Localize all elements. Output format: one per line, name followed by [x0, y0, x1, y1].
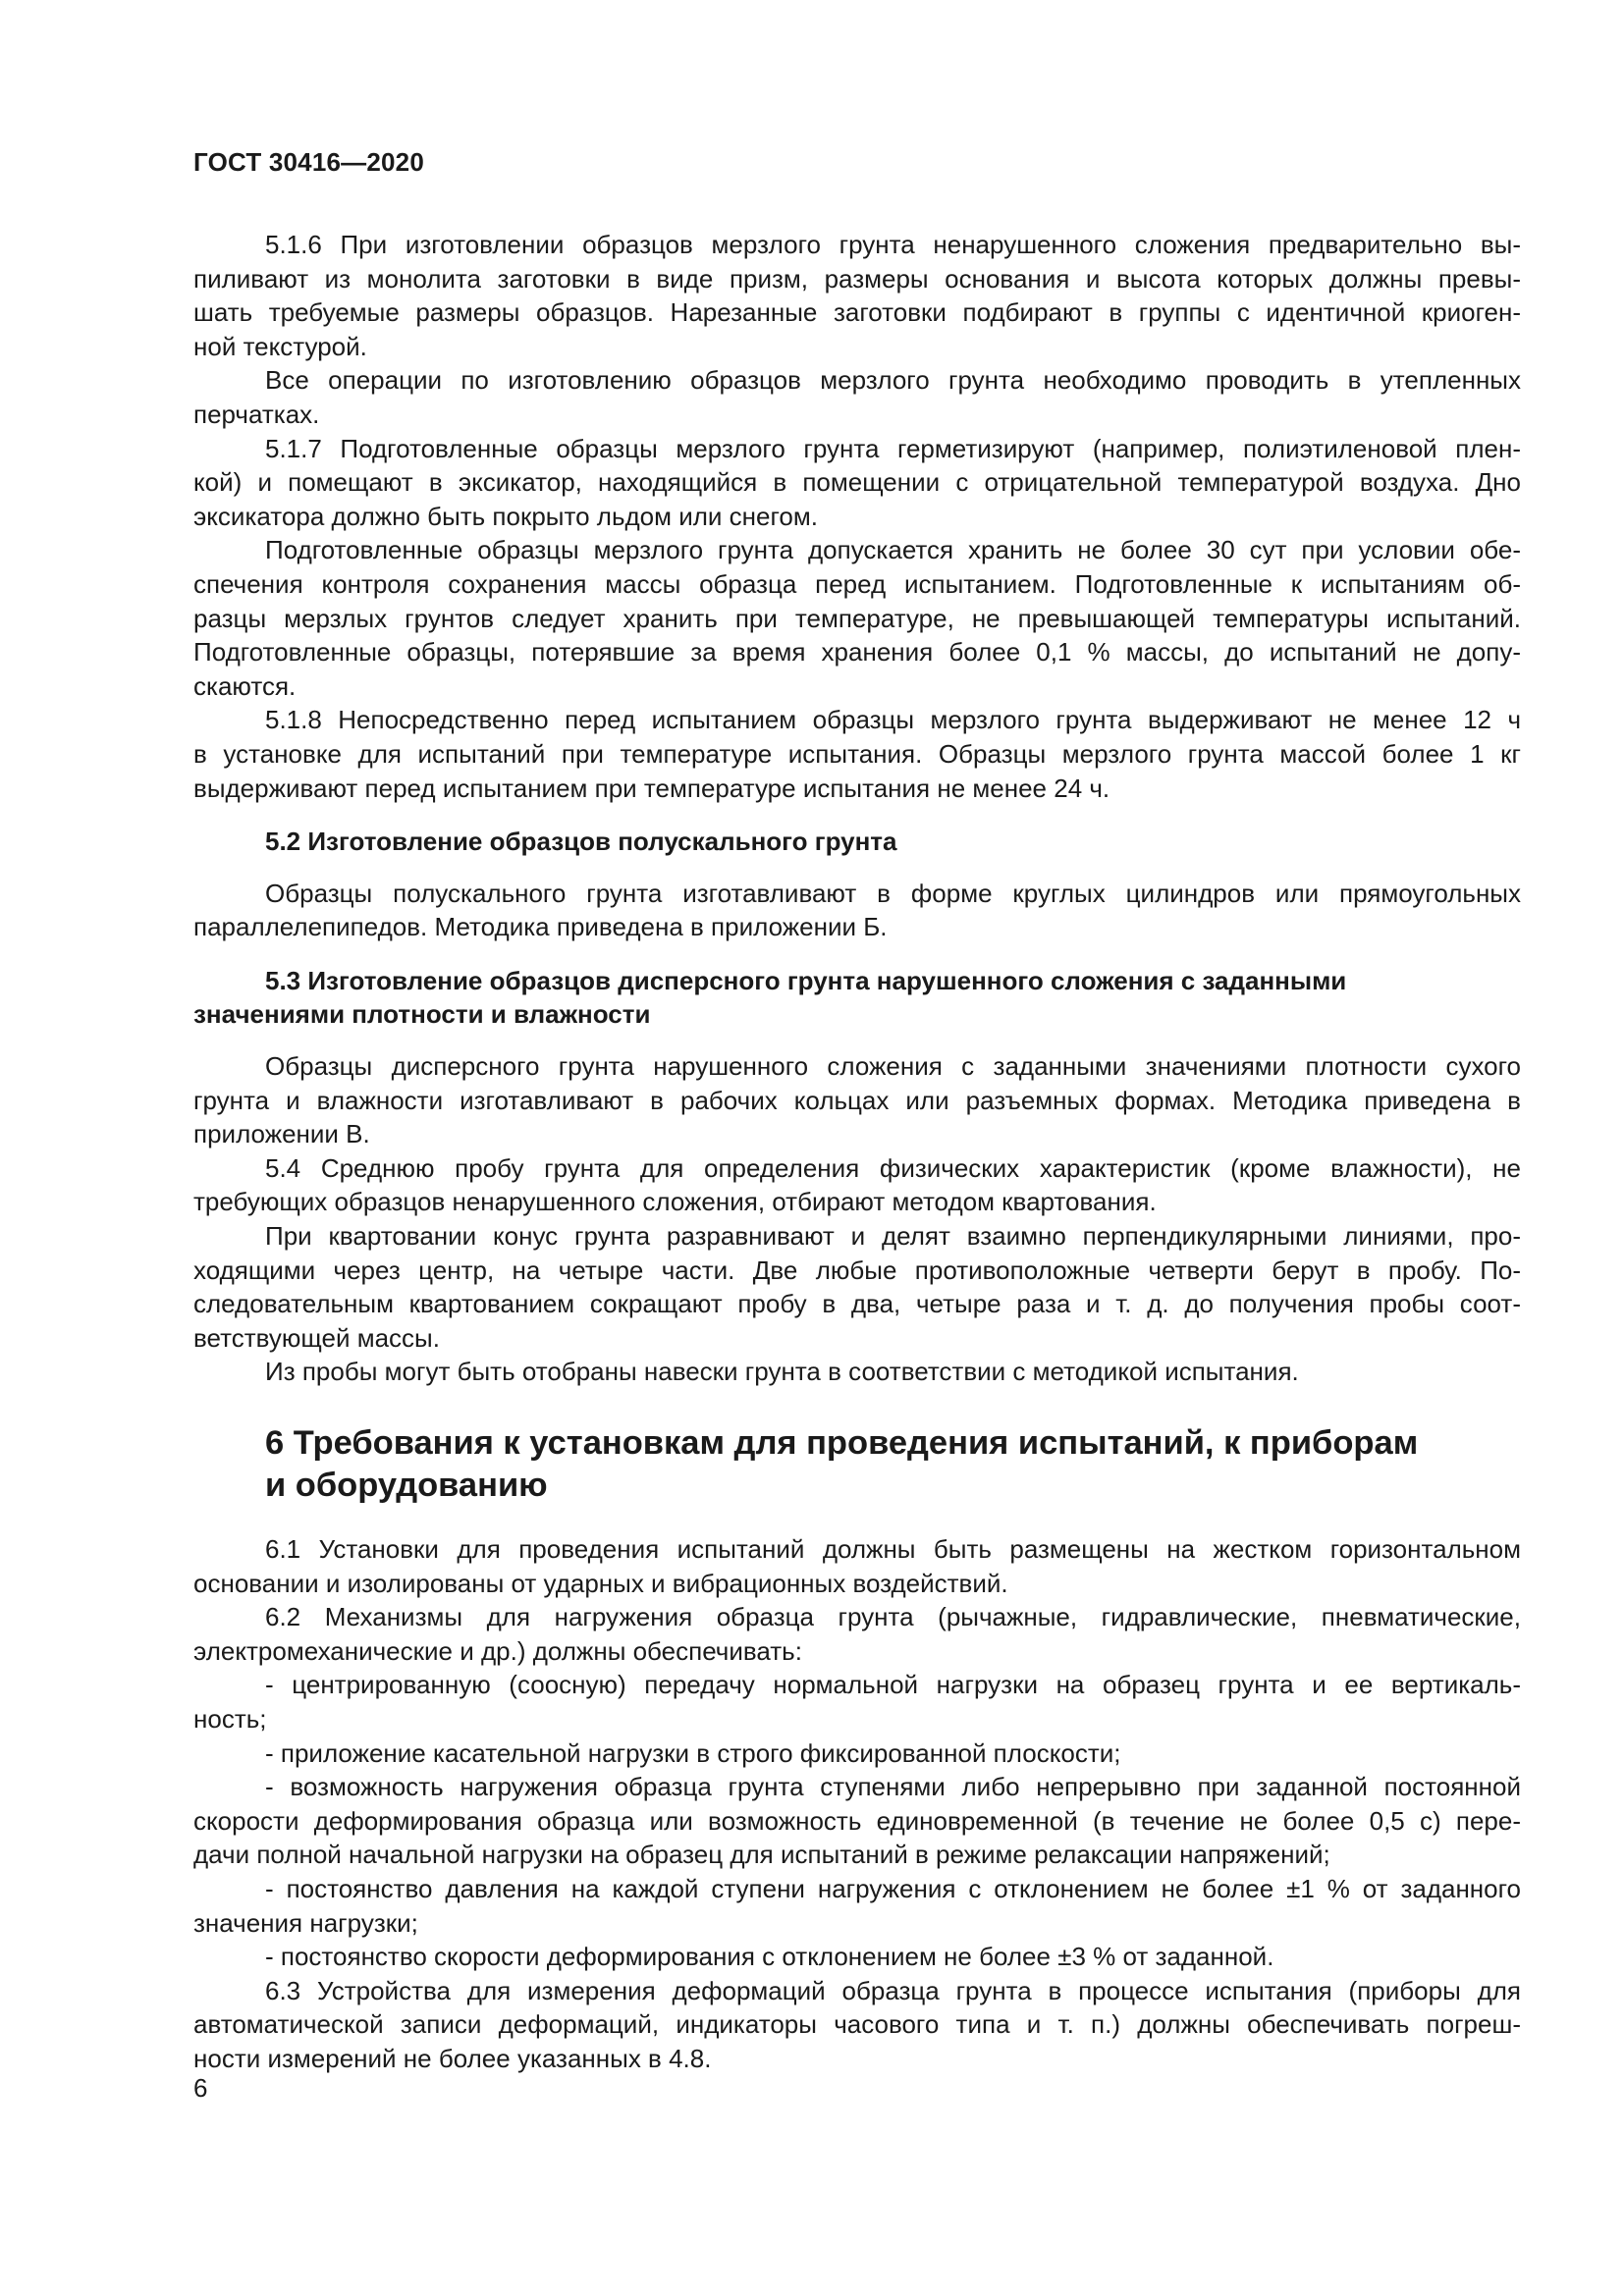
subsection-heading-line: значениями плотности и влажности [193, 999, 651, 1030]
paragraph-line: 5.1.7 Подготовленные образцы мерзлого грунта герметизируют (например, полиэтиленовой плен- [265, 433, 1521, 463]
paragraph-line: шать требуемые размеры образцов. Нарезанные заготовки подбирают в группы с идентичной криоген- [193, 297, 1521, 328]
paragraph [193, 1770, 1521, 1872]
paragraph-line: - приложение касательной нагрузки в строго фиксированной плоскости; [265, 1737, 1121, 1768]
paragraph-line: значения нагрузки; [193, 1907, 418, 1938]
paragraph [193, 1668, 1521, 1735]
paragraph-line: ходящими через центр, на четыре части. Две любые противоположные четверти берут в пробу. По- [193, 1255, 1521, 1285]
paragraph-line: - возможность нагружения образца грунта ступенями либо непрерывно при заданной постоянной [265, 1772, 1521, 1802]
paragraph-line: 5.4 Среднюю пробу грунта для определения физических характеристик (кроме влажности), не [265, 1152, 1521, 1183]
paragraph [193, 1219, 1521, 1355]
paragraph [193, 533, 1521, 703]
paragraph [193, 228, 1521, 363]
document-code-header: ГОСТ 30416—2020 [193, 147, 424, 177]
subsection-heading [193, 825, 1521, 859]
paragraph-line: ветствующей массы. [193, 1322, 440, 1353]
paragraph [193, 1049, 1521, 1151]
paragraph-line: приложении В. [193, 1119, 370, 1149]
section-heading [193, 1422, 1521, 1507]
paragraph-line: скаются. [193, 670, 297, 701]
paragraph-line: ность; [193, 1703, 267, 1734]
paragraph-line: ной текстурой. [193, 331, 367, 361]
subsection-heading [193, 964, 1521, 1032]
paragraph-line: следовательным квартованием сокращают пробу в два, четыре раза и т. д. до получения пробы соот- [193, 1289, 1521, 1319]
paragraph-line: эксикатора должно быть покрыто льдом или снегом. [193, 501, 818, 531]
paragraph-line: дачи полной начальной нагрузки на образец для испытаний в режиме релаксации напряжений; [193, 1840, 1330, 1870]
paragraph-line: Подготовленные образцы, потерявшие за время хранения более 0,1 % массы, до испытаний не допу- [193, 637, 1521, 667]
paragraph-line: грунта и влажности изготавливают в рабочих кольцах или разъемных формах. Методика приведена в [193, 1085, 1521, 1115]
subsection-heading-line: 5.2 Изготовление образцов полускального грунта [265, 827, 897, 857]
paragraph-line: Все операции по изготовлению образцов мерзлого грунта необходимо проводить в утепленных [265, 365, 1521, 396]
paragraph-line: основании и изолированы от ударных и вибрационных воздействий. [193, 1568, 1008, 1598]
paragraph [193, 1940, 1521, 1974]
paragraph-line: в установке для испытаний при температуре испытания. Образцы мерзлого грунта массой более 1 кг [193, 738, 1521, 769]
paragraph [193, 1151, 1521, 1219]
paragraph [193, 432, 1521, 534]
page-number: 6 [193, 2073, 208, 2103]
paragraph-line: 6.3 Устройства для измерения деформаций образца грунта в процессе испытания (приборы для [265, 1975, 1521, 2005]
paragraph-line: - постоянство давления на каждой ступени нагружения с отклонением не более ±1 % от заданного [265, 1873, 1521, 1903]
paragraph [193, 703, 1521, 805]
paragraph-line: спечения контроля сохранения массы образца перед испытанием. Подготовленные к испытаниям об- [193, 568, 1521, 599]
paragraph-line: выдерживают перед испытанием при температуре испытания не менее 24 ч. [193, 773, 1110, 803]
paragraph [193, 363, 1521, 431]
paragraph-line: - постоянство скорости деформирования с отклонением не более ±3 % от заданной. [265, 1942, 1274, 1972]
paragraph-line: Из пробы могут быть отобраны навески грунта в соответствии с методикой испытания. [265, 1357, 1299, 1387]
paragraph-line: 5.1.6 При изготовлении образцов мерзлого грунта ненарушенного сложения предварительно вы- [265, 230, 1521, 259]
paragraph-line: При квартовании конус грунта разравнивают и делят взаимно перпендикулярными линиями, про- [265, 1221, 1521, 1252]
paragraph [193, 1355, 1521, 1389]
section-heading-line: 6 Требования к установкам для проведения испытаний, к приборам [265, 1424, 1419, 1462]
paragraph-line: Образцы дисперсного грунта нарушенного сложения с заданными значениями плотности сухого [265, 1051, 1521, 1082]
section-heading-line: и оборудованию [265, 1467, 548, 1504]
paragraph-line: разцы мерзлых грунтов следует хранить при температуре, не превышающей температуры испытаний. [193, 603, 1521, 633]
paragraph-line: автоматической записи деформаций, индикаторы часового типа и т. п.) должны обеспечивать погреш- [193, 2009, 1521, 2040]
paragraph-line: электромеханические и др.) должны обеспечивать: [193, 1635, 802, 1666]
paragraph-line: 6.2 Механизмы для нагружения образца грунта (рычажные, гидравлические, пневматические, [265, 1602, 1521, 1632]
paragraph-line: параллелепипедов. Методика приведена в приложении Б. [193, 912, 888, 942]
paragraph [193, 1974, 1521, 2076]
paragraph-line: 6.1 Установки для проведения испытаний должны быть размещены на жестком горизонтальном [265, 1534, 1521, 1564]
paragraph-line: кой) и помещают в эксикатор, находящийся в помещении с отрицательной температурой воздуха. Дно [193, 467, 1521, 498]
document-body [193, 228, 1521, 2076]
paragraph-line: скорости деформирования образца или возможность единовременной (в течение не более 0,5 с) пере- [193, 1805, 1521, 1836]
paragraph-line: Образцы полускального грунта изготавливают в форме круглых цилиндров или прямоугольных [265, 878, 1521, 908]
paragraph-line: 5.1.8 Непосредственно перед испытанием образцы мерзлого грунта выдерживают не менее 12 ч [265, 705, 1521, 735]
paragraph-line: пиливают из монолита заготовки в виде призм, размеры основания и высота которых должны превы- [193, 263, 1521, 294]
paragraph-line: - центрированную (соосную) передачу нормальной нагрузки на образец грунта и ее вертикаль- [265, 1670, 1521, 1700]
paragraph [193, 1600, 1521, 1668]
subsection-heading-line: 5.3 Изготовление образцов дисперсного грунта нарушенного сложения с заданными [265, 965, 1347, 995]
paragraph-line: Подготовленные образцы мерзлого грунта допускается хранить не более 30 сут при условии обе- [265, 535, 1521, 565]
paragraph [193, 1736, 1521, 1771]
paragraph-line: перчатках. [193, 399, 320, 429]
paragraph [193, 1532, 1521, 1600]
paragraph-line: ности измерений не более указанных в 4.8. [193, 2043, 712, 2073]
paragraph-line: требующих образцов ненарушенного сложения, отбирают методом квартования. [193, 1187, 1157, 1217]
paragraph [193, 1872, 1521, 1940]
paragraph [193, 877, 1521, 944]
